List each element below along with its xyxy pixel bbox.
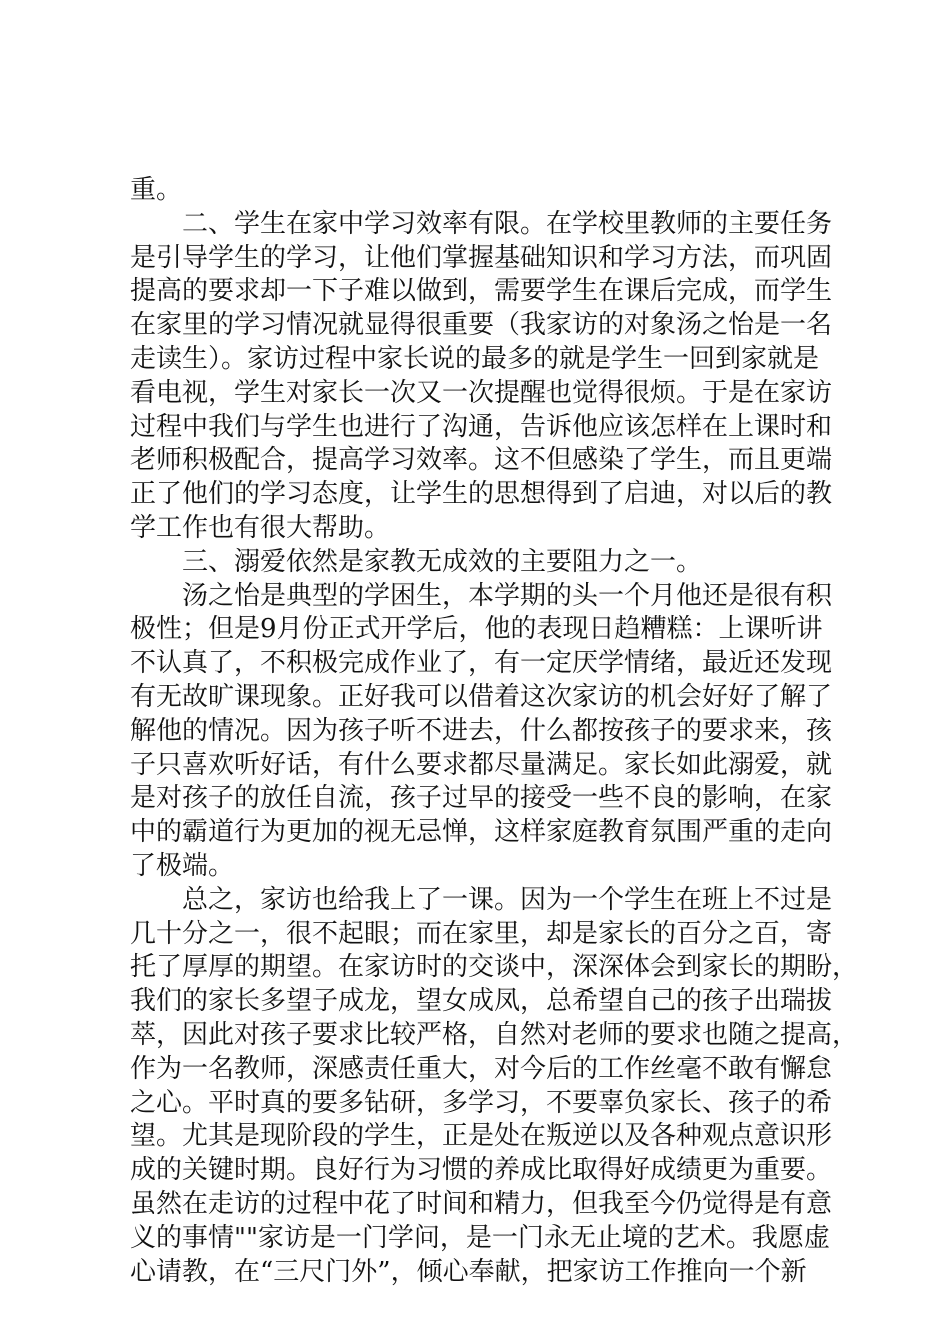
text-line: 我们的家长多望子成龙，望女成凤，总希望自己的孩子出瑞拔 xyxy=(130,986,833,1017)
text-line: 了极端。 xyxy=(130,850,235,881)
text-line: 二、学生在家中学习效率有限。在学校里教师的主要任务 xyxy=(130,208,833,239)
text-line: 老师积极配合，提高学习效率。这不但感染了学生，而且更端 xyxy=(130,445,833,476)
text-line: 三、溺爱依然是家教无成效的主要阻力之一。 xyxy=(130,546,703,577)
text-line: 成的关键时期。良好行为习惯的养成比取得好成绩更为重要。 xyxy=(130,1155,833,1186)
document-body xyxy=(130,174,859,1289)
text-line: 有无故旷课现象。正好我可以借着这次家访的机会好好了解了 xyxy=(130,681,833,712)
text-line: 心请教，在“三尺门外”，倾心奉献，把家访工作推向一个新 xyxy=(130,1256,807,1287)
text-line: 看电视，学生对家长一次又一次提醒也觉得很烦。于是在家访 xyxy=(130,377,833,408)
text-line: 提高的要求却一下子难以做到，需要学生在课后完成，而学生 xyxy=(130,276,833,307)
text-line: 子只喜欢听好话，有什么要求都尽量满足。家长如此溺爱，就 xyxy=(130,749,833,780)
text-line: 几十分之一，很不起眼；而在家里，却是家长的百分之百，寄 xyxy=(130,918,833,949)
text-line: 望。尤其是现阶段的学生，正是处在叛逆以及各种观点意识形 xyxy=(130,1121,833,1152)
text-line: 正了他们的学习态度，让学生的思想得到了启迪，对以后的教 xyxy=(130,479,833,510)
text-line: 在家里的学习情况就显得很重要（我家访的对象汤之怡是一名 xyxy=(130,310,833,341)
text-line: 学工作也有很大帮助。 xyxy=(130,512,391,543)
text-line: 不认真了，不积极完成作业了，有一定厌学情绪，最近还发现 xyxy=(130,648,833,679)
text-line: 过程中我们与学生也进行了沟通，告诉他应该怎样在上课时和 xyxy=(130,411,833,442)
text-line: 汤之怡是典型的学困生，本学期的头一个月他还是很有积 xyxy=(130,580,833,611)
text-line: 是引导学生的学习，让他们掌握基础知识和学习方法，而巩固 xyxy=(130,242,833,273)
text-line: 解他的情况。因为孩子听不进去，什么都按孩子的要求来，孩 xyxy=(130,715,833,746)
text-line: 虽然在走访的过程中花了时间和精力，但我至今仍觉得是有意 xyxy=(130,1188,833,1219)
text-line: 是对孩子的放任自流，孩子过早的接受一些不良的影响，在家 xyxy=(130,783,833,814)
text-line: 托了厚厚的期望。在家访时的交谈中，深深体会到家长的期盼， xyxy=(130,952,859,983)
text-line: 重。 xyxy=(130,175,183,205)
text-line: 极性；但是9月份正式开学后，他的表现日趋糟糕：上课听讲 xyxy=(130,614,823,645)
text-line: 之心。平时真的要多钻研，多学习，不要辜负家长、孩子的希 xyxy=(130,1087,833,1118)
text-line: 萃，因此对孩子要求比较严格，自然对老师的要求也随之提高， xyxy=(130,1019,859,1050)
text-line: 中的霸道行为更加的视无忌惮，这样家庭教育氛围严重的走向 xyxy=(130,817,833,848)
text-line: 作为一名教师，深感责任重大，对今后的工作丝毫不敢有懈怠 xyxy=(130,1053,833,1084)
text-line: 义的事情""家访是一门学问，是一门永无止境的艺术。我愿虚 xyxy=(130,1222,830,1253)
text-line: 走读生）。家访过程中家长说的最多的就是学生一回到家就是 xyxy=(130,343,820,374)
text-line: 总之，家访也给我上了一课。因为一个学生在班上不过是 xyxy=(130,884,833,915)
